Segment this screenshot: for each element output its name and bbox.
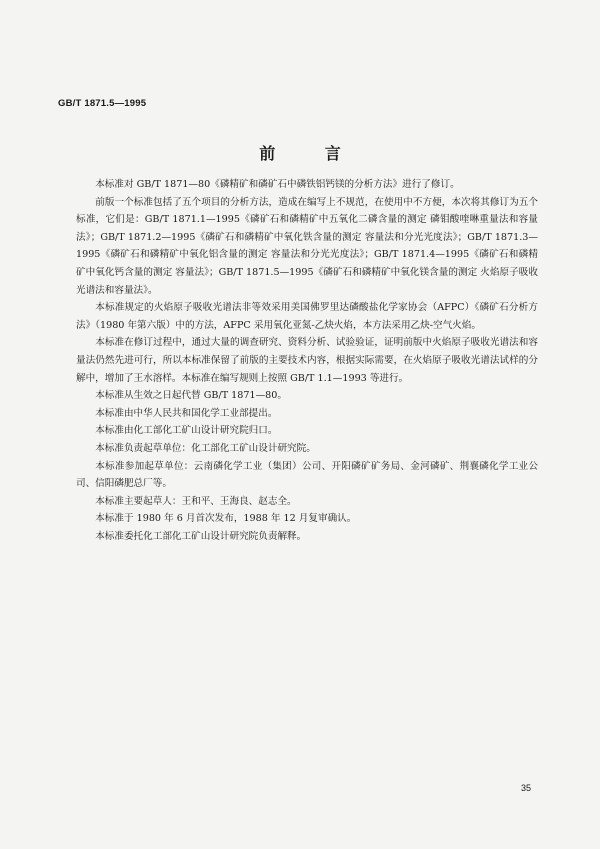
paragraph: 本标准主要起草人：王和平、王海良、赵志全。 xyxy=(95,495,297,507)
standard-code: GB/T 1871.5—1995 xyxy=(58,98,147,109)
paragraph: 本标准于 1980 年 6 月首次发布，1988 年 12 月复审确认。 xyxy=(95,513,357,525)
page-title: 前 言 xyxy=(259,144,363,163)
paragraph: 前版一个标准包括了五个项目的分析方法，造成在编写上不规范，在使用中不方便，本次将其修订为五个标准，它们是：GB/T 1871.1—1995《磷矿石和磷精矿中五氧化二磷含量的测定 磷钼酸喹啉重量法和容量法》；GB/T 1871.2—1995《磷矿石和磷精矿中氧化铁含量的测定 容量法和分光光度法》；GB/T 1871.3—1995《磷矿石和磷精矿中氧化铝含量的测定 容量法和分光光度法》；GB/T 1871.4—1995《磷矿石和磷精矿中氧化钙含量的测定 容量法》；GB/T 1871.5—1995《磷矿石和磷精矿中氧化镁含量的测定 火焰原子吸收光谱法和容量法》。 xyxy=(76,196,538,296)
paragraph: 本标准委托化工部化工矿山设计研究院负责解释。 xyxy=(95,530,307,542)
paragraph: 本标准从生效之日起代替 GB/T 1871—80。 xyxy=(95,390,287,402)
paragraph: 本标准规定的火焰原子吸收光谱法非等效采用美国佛罗里达磷酸盐化学家协会（AFPC）《磷矿石分析方法》（1980 年第六版）中的方法，AFPC 采用氧化亚氮-乙炔火焰，本方法采用乙炔-空气火焰。 xyxy=(76,302,538,331)
foreword-body xyxy=(76,176,538,545)
paragraph: 本标准对 GB/T 1871—80《磷精矿和磷矿石中磷铁铝钙镁的分析方法》进行了修订。 xyxy=(95,179,460,190)
paragraph: 本标准参加起草单位：云南磷化学工业（集团）公司、开阳磷矿矿务局、金河磷矿、荆襄磷化学工业公司、信阳磷肥总厂等。 xyxy=(76,460,538,490)
paragraph: 本标准负责起草单位：化工部化工矿山设计研究院。 xyxy=(95,442,316,454)
paragraph: 本标准由中华人民共和国化学工业部提出。 xyxy=(95,407,278,419)
paragraph: 本标准在修订过程中，通过大量的调查研究、资料分析、试验验证，证明前版中火焰原子吸收光谱法和容量法仍然先进可行，所以本标准保留了前版的主要技术内容，根据实际需要，在火焰原子吸收光谱法试样的分解中，增加了王水溶样。本标准在编写规则上按照 GB/T 1.1—1993 等进行。 xyxy=(76,337,538,384)
page-number: 35 xyxy=(521,783,532,793)
paragraph: 本标准由化工部化工矿山设计研究院归口。 xyxy=(95,425,278,437)
